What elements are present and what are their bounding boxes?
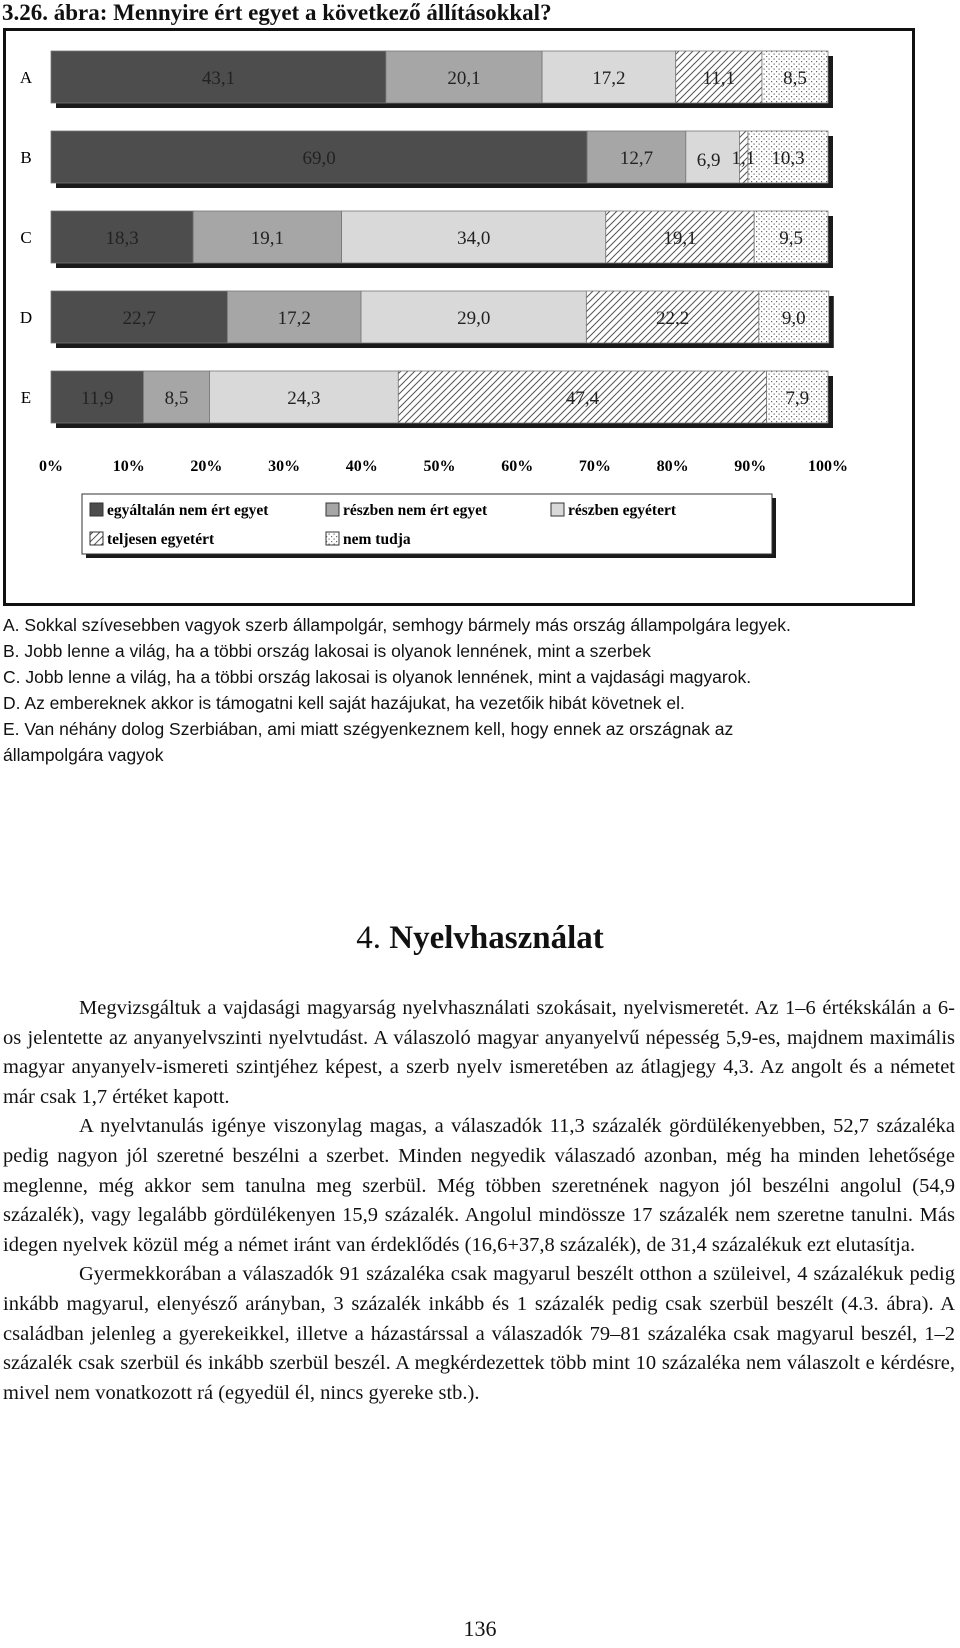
x-tick-label: 10%: [112, 458, 145, 475]
x-tick-label: 30%: [268, 458, 301, 475]
data-label: 12,7: [619, 148, 654, 169]
x-tick-label: 90%: [734, 458, 767, 475]
data-label: 6,9: [696, 150, 721, 171]
section-heading: [0, 920, 960, 957]
legend-label: teljesen egyetért: [107, 531, 215, 548]
legend-swatch: [551, 503, 564, 516]
data-label: 34,0: [457, 228, 491, 249]
chart-note-b: B. Jobb lenne a világ, ha a többi ország lakosai is olyanok lennének, mint a szerbek: [3, 641, 651, 661]
legend-swatch: [90, 532, 103, 545]
paragraph: Gyermekkorában a válaszadók 91 százaléka csak magyarul beszélt otthon a szüleivel, 4 százalékuk pedig inkább magyarul, elenyésző arányban, 3 százalék inkább és 1 százalék pedig csak szerbül beszélt (4.3. ábra). A családban jelenleg a gyerekeikkel, illetve a házastárssal a válaszadók 79–81 százaléka csak magyarul beszél, 1–2 százalék csak szerbül és inkább szerbül beszél. A megkérdezettek több mint 10 százaléka nem válaszolt e kérdésre, mivel nem vonatkozott rá (egyedül él, nincs gyereke stb.).: [3, 1263, 955, 1404]
page-number: 136: [463, 1616, 497, 1641]
data-label: 69,0: [302, 148, 336, 169]
x-tick-label: 0%: [39, 458, 63, 475]
data-label: 8,5: [164, 388, 189, 409]
legend-swatch: [326, 503, 339, 516]
data-label: 29,0: [457, 308, 491, 329]
legend-label: nem tudja: [343, 531, 411, 548]
section-number: 4.: [356, 920, 381, 956]
x-tick-label: 80%: [656, 458, 689, 475]
data-label: 18,3: [105, 228, 139, 249]
data-label: 17,2: [277, 308, 311, 329]
data-label: 19,1: [250, 228, 285, 249]
data-label: 20,1: [447, 68, 481, 89]
paragraph: Megvizsgáltuk a vajdasági magyarság nyelvhasználati szokásait, nyelvismeretét. Az 1–6 értékskálán a 6-os jelentette az anyanyelvszinti nyelvtudást. A válaszoló magyar anyanyelvű népesség 5,9-es, majdnem maximális magyar anyanyelv-ismereti szintjéhez képest, a szerb nyelv ismeretében az átlagjegy 4,3. Az angolt és a németet már csak 1,7 értéket kapott.: [3, 997, 955, 1108]
body-text: [3, 994, 955, 1408]
data-label: 17,2: [592, 68, 626, 89]
data-label: 1,1: [731, 148, 756, 169]
legend-label: részben nem ért egyet: [343, 502, 488, 519]
x-tick-label: 20%: [190, 458, 223, 475]
legend-label: részben egyétert: [568, 502, 677, 519]
category-label: C: [20, 228, 32, 247]
x-tick-label: 40%: [345, 458, 378, 475]
data-label: 43,1: [201, 68, 236, 89]
chart-note-e: E. Van néhány dolog Szerbiában, ami miatt szégyenkeznem kell, hogy ennek az országnak az állampolgára vagyok: [3, 719, 734, 765]
legend-swatch: [90, 503, 103, 516]
chart-note-a: A. Sokkal szívesebben vagyok szerb állampolgár, semhogy bármely más ország állampolgára legyek.: [3, 615, 791, 635]
data-label: 11,1: [702, 68, 736, 89]
data-label: 8,5: [783, 68, 807, 89]
x-tick-label: 100%: [808, 458, 848, 475]
data-label: 9,5: [779, 228, 803, 249]
data-label: 22,2: [655, 308, 690, 329]
data-label: 11,9: [80, 388, 114, 409]
data-label: 19,1: [663, 228, 697, 249]
chart-notes: [3, 612, 923, 768]
category-label: B: [20, 148, 32, 167]
chart-note-c: C. Jobb lenne a világ, ha a többi ország lakosai is olyanok lennének, mint a vajdasági magyarok.: [3, 667, 752, 687]
figure-title: 3.26. ábra: Mennyire ért egyet a következő állításokkal?: [2, 0, 552, 25]
x-tick-label: 70%: [578, 458, 611, 475]
category-label: E: [20, 388, 32, 407]
data-label: 24,3: [287, 388, 321, 409]
data-label: 7,9: [785, 388, 810, 409]
stacked-bar-chart: [6, 31, 912, 603]
category-label: A: [19, 68, 33, 87]
data-label: 9,0: [781, 308, 806, 329]
x-tick-label: 60%: [501, 458, 534, 475]
chart-note-d: D. Az embereknek akkor is támogatni kell saját hazájukat, ha vezetőik hibát követnek el.: [3, 693, 685, 713]
data-label: 47,4: [565, 388, 600, 409]
legend-label: egyáltalán nem ért egyet: [107, 502, 269, 519]
x-tick-label: 50%: [423, 458, 456, 475]
legend-swatch: [326, 532, 339, 545]
category-label: D: [19, 308, 33, 327]
data-label: 22,7: [122, 308, 156, 329]
paragraph: A nyelvtanulás igénye viszonylag magas, a válaszadók 11,3 százalék gördülékenyebben, 52,7 százaléka pedig nagyon jól szeretné beszélni a szerbet. Minden negyedik válaszadó azonban, még ha minden lehetősége meglenne, még akkor sem tanulna meg szerbül. Még többen szeretnének nagyon jól beszélni angolul (54,9 százalék), vagy legalább gördülékenyen 15,9 százalék. Angolul mindössze 17 százalék nem szeretne tanulni. Más idegen nyelvek közül még a német iránt van érdeklődés (16,6+37,8 százalék), de 31,4 százalékuk ezt elutasítja.: [3, 1115, 955, 1256]
section-title: Nyelvhasználat: [389, 920, 604, 956]
chart-frame: [3, 28, 915, 606]
data-label: 10,3: [771, 148, 805, 169]
